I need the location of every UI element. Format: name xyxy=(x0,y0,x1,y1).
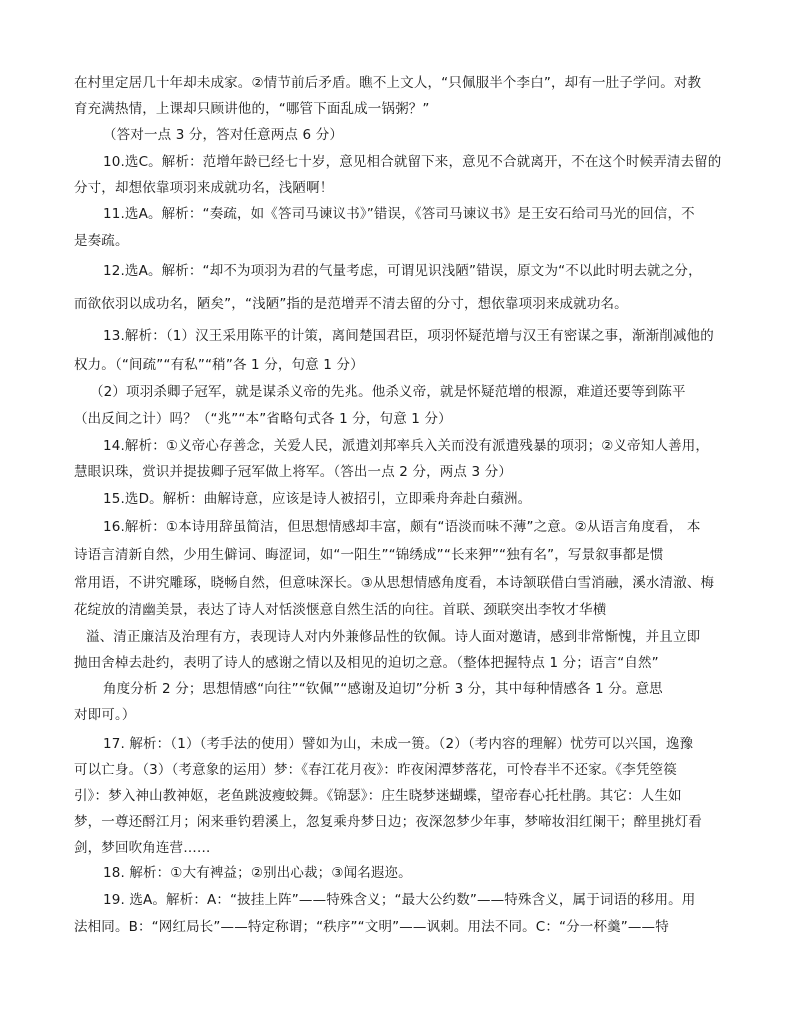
text-line: 17. 解析：（1）（考手法的使用）譬如为山，未成一篑。（2）（考内容的理解）忧劳可以兴国，逸豫 xyxy=(103,736,694,752)
text-line: 梦，一尊还酹江月；闲来垂钓碧溪上，忽复乘舟梦日边；夜深忽梦少年事，梦啼妆泪红阑干；醉里挑灯看 xyxy=(74,814,702,830)
text-line: （2）项羽杀卿子冠军，就是谋杀义帝的先兆。他杀义帝，就是怀疑范增的根源，难道还要等到陈平 xyxy=(90,384,686,400)
text-line: 11.选A。解析：“奏疏，如《答司马谏议书》”错误，《答司马谏议书》是王安石给司马光的回信，不 xyxy=(103,206,695,222)
text-line: 对即可。） xyxy=(74,707,136,723)
text-line: 常用语，不讲究雕琢，晓畅自然，但意味深长。③从思想情感角度看，本诗颔联借白雪消融，溪水清澈、梅 xyxy=(74,575,715,591)
text-line: 可以亡身。（3）（考意象的运用）梦：《春江花月夜》：昨夜闲潭梦落花，可怜春半不还家。《李凭箜篌 xyxy=(74,762,677,778)
text-line: 分寸，却想依靠项羽来成就功名，浅陋啊！ xyxy=(74,180,334,196)
text-line: 14.解析：①义帝心存善念，关爱人民，派遣刘邦率兵入关而没有派遣残暴的项羽；②义帝知人善用， xyxy=(103,438,710,454)
text-line: 而欲依羽以成功名，陋矣”，“浅陋”指的是范增弄不清去留的分寸，想依靠项羽来成就功名。 xyxy=(74,296,628,312)
text-line: 角度分析 2 分；思想情感“向往”“钦佩”“感谢及迫切”分析 3 分，其中每种情感各 1 分。意思 xyxy=(103,681,663,697)
text-line: 引》：梦入神山教神妪，老鱼跳波瘦蛟舞。《锦瑟》：庄生晓梦迷蝴蝶，望帝春心托杜鹃。其它：人生如 xyxy=(74,788,682,804)
text-line: 是奏疏。 xyxy=(74,233,129,249)
text-line: 16.解析：①本诗用辞虽简洁，但思想情感却丰富，颇有“语淡而味不薄”之意。②从语言角度看， 本 xyxy=(103,519,701,535)
text-line: 剑，梦回吹角连营…… xyxy=(74,840,211,856)
text-line: 10.选C。解析：范增年龄已经七十岁，意见相合就留下来，意见不合就离开，不在这个时候弄清去留的 xyxy=(103,154,722,170)
text-line: （答对一点 3 分，答对任意两点 6 分） xyxy=(103,127,343,143)
text-line: 花绽放的清幽美景，表达了诗人对恬淡惬意自然生活的向往。首联、颈联突出李牧才华横 xyxy=(74,602,607,618)
text-line: 育充满热情，上课却只顾讲他的，“哪管下面乱成一锅粥？” xyxy=(74,101,430,117)
text-line: 19. 选A。解析：A：“披挂上阵”——特殊含义；“最大公约数”——特殊含义，属于词语的移用。用 xyxy=(103,892,696,908)
text-line: 13.解析：（1）汉王采用陈平的计策，离间楚国君臣，项羽怀疑范增与汉王有密谋之事，渐渐削减他的 xyxy=(103,328,714,344)
text-line: 溢、清正廉洁及治理有方，表现诗人对内外兼修品性的钦佩。诗人面对邀请，感到非常惭愧，并且立即 xyxy=(86,629,701,645)
text-line: 抛田舍棹去赴约，表明了诗人的感谢之情以及相见的迫切之意。（整体把握特点 1 分；语言“自然” xyxy=(74,655,659,671)
text-line: 诗语言清新自然，少用生僻词、晦涩词，如“一阳生”“锦绣成”“长来狎”“独有名”，写景叙事都是惯 xyxy=(74,547,664,563)
text-line: 法相同。B：“网红局长”——特定称谓；“秩序”“文明”——讽刺。用法不同。C：“分一杯羹”——特 xyxy=(74,919,669,935)
text-line: 15.选D。解析：曲解诗意，应该是诗人被招引，立即乘舟奔赴白蘋洲。 xyxy=(103,491,532,507)
text-line: 慧眼识珠，赏识并提拔卿子冠军做上将军。（答出一点 2 分，两点 3 分） xyxy=(74,464,512,480)
text-line: 权力。（“间疏”“有私”“稍”各 1 分，句意 1 分） xyxy=(74,357,364,373)
text-line: （出反间之计）吗？（“兆”“本”省略句式各 1 分，句意 1 分） xyxy=(74,411,452,427)
text-line: 在村里定居几十年却未成家。②情节前后矛盾。瞧不上文人，“只佩服半个李白”，却有一肚子学问。对教 xyxy=(74,75,702,91)
text-line: 18. 解析：①大有裨益；②别出心裁；③闻名遐迩。 xyxy=(103,865,412,881)
text-line: 12.选A。解析：“却不为项羽为君的气量考虑，可谓见识浅陋”错误，原文为“不以此时明去就之分， xyxy=(103,263,702,279)
